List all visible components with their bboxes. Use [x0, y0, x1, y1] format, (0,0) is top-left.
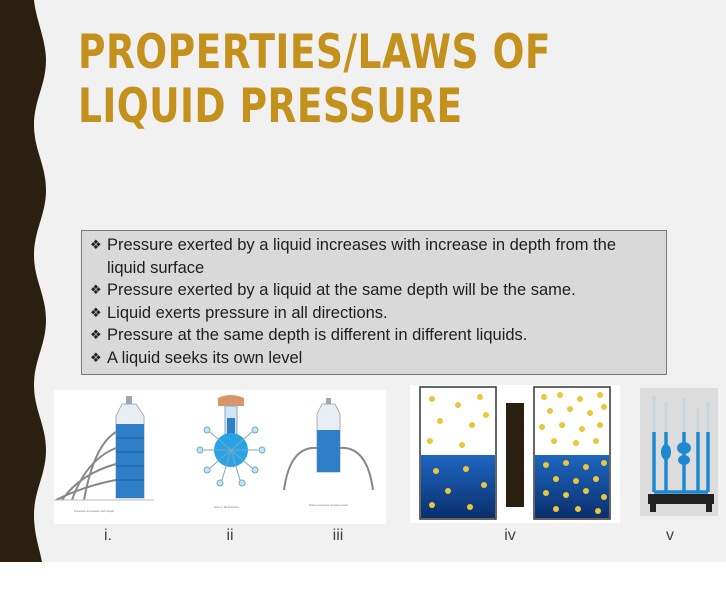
- figure-ii-sublabel: Acts in all direction: [214, 505, 240, 509]
- diamond-bullet-icon: ❖: [90, 327, 102, 342]
- bullet-item: [90, 324, 658, 347]
- diamond-bullet-icon: ❖: [90, 304, 102, 320]
- figure-i-sublabel: Pressure increases with depth: [74, 509, 115, 513]
- figure-panel-two-liquids: [410, 385, 620, 523]
- sphere-all-directions-illustration: [197, 395, 265, 486]
- figure-iii-sublabel: Same pressure at same level: [309, 503, 348, 507]
- bullet-item: [90, 347, 658, 370]
- bullet-text: Pressure exerted by a liquid increases with increase in depth from the liquid surface: [107, 236, 617, 277]
- bottle-depth-illustration: [54, 396, 154, 500]
- figure-caption-v: v: [666, 527, 674, 544]
- bullet-item: [90, 279, 658, 302]
- container-left: [420, 387, 496, 519]
- slide-title: PROPERTIES/LAWS OF LIQUID PRESSURE: [78, 25, 551, 134]
- diamond-bullet-icon: ❖: [90, 349, 102, 365]
- bullet-item: [90, 234, 658, 279]
- bullet-item: [90, 302, 658, 325]
- figure-caption-i: i.: [104, 527, 112, 544]
- container-right: [534, 387, 610, 519]
- diamond-bullet-icon: ❖: [90, 282, 102, 297]
- figure-panel-communicating-vessels: [640, 388, 718, 516]
- bullet-text: Pressure exerted by a liquid at the same depth will be the same.: [107, 281, 576, 299]
- divider-bar: [506, 403, 524, 507]
- figure-caption-iii: iii: [332, 527, 344, 544]
- figure-panel-bottles: [54, 390, 386, 524]
- bullet-text: Pressure at the same depth is different in different liquids.: [107, 326, 528, 344]
- bullet-list: [81, 230, 667, 375]
- diamond-bullet-icon: ❖: [90, 237, 102, 252]
- bottle-same-level-illustration: [284, 398, 373, 490]
- figure-caption-ii: ii: [226, 527, 234, 544]
- figure-caption-iv: iv: [504, 527, 516, 544]
- bullet-text: Liquid exerts pressure in all directions.: [107, 303, 388, 322]
- bullet-text: A liquid seeks its own level: [107, 348, 303, 367]
- decorative-wave-band: [0, 0, 60, 562]
